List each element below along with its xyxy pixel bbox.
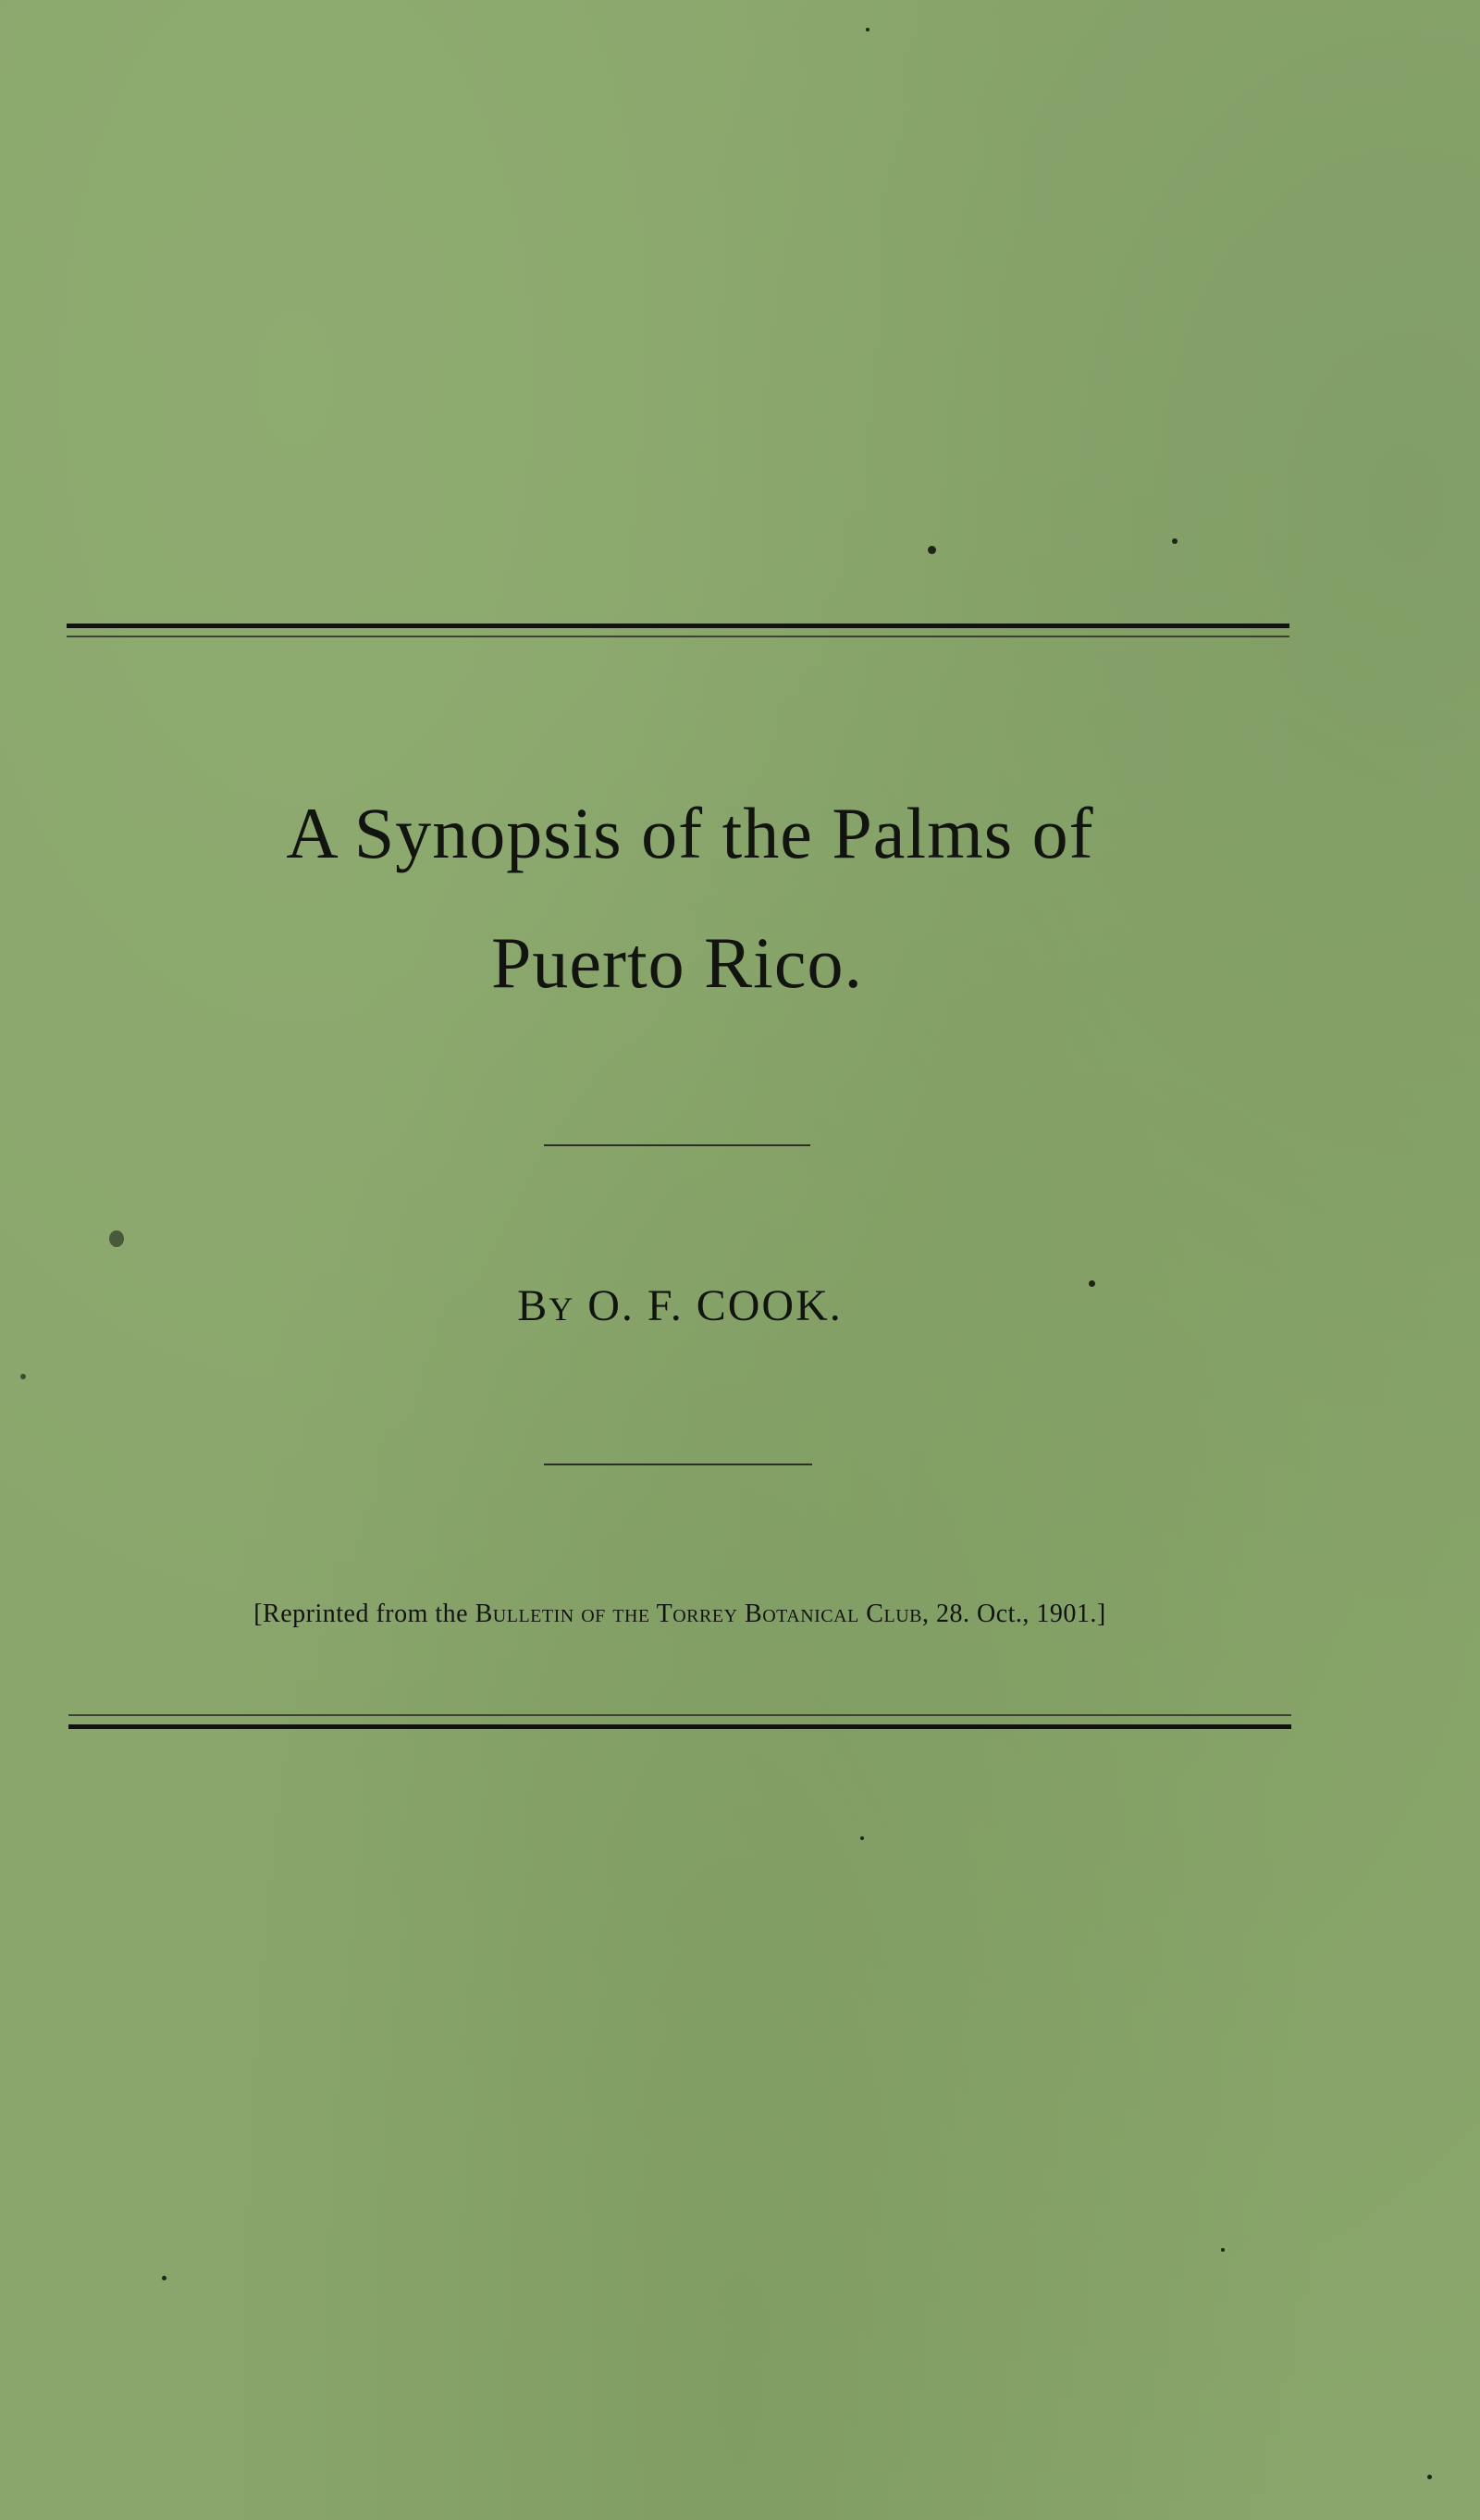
- bottom-rule-thick: [68, 1724, 1291, 1729]
- paper-speck: [928, 546, 936, 554]
- paper-speck: [1221, 2248, 1225, 2252]
- byline-author: O. F. COOK.: [587, 1281, 843, 1330]
- bottom-double-rule: [68, 1714, 1291, 1733]
- reprint-journal: Bulletin of the Torrey Botanical Club: [475, 1600, 922, 1628]
- paper-speck: [1172, 538, 1178, 544]
- title-line-2: Puerto Rico.: [491, 922, 863, 1003]
- reprint-open: [Reprinted from the: [253, 1600, 475, 1628]
- paper-speck: [162, 2276, 166, 2280]
- top-double-rule: [67, 624, 1289, 642]
- paper-speck: [860, 1836, 864, 1840]
- author-byline: [0, 1280, 1360, 1331]
- byline-prefix-first: B: [517, 1281, 549, 1330]
- bottom-rule-thin: [68, 1714, 1291, 1716]
- paper-speck: [109, 1230, 124, 1247]
- reprint-note: [0, 1600, 1360, 1629]
- title-line-1: A Synopsis of the Palms of: [286, 793, 1094, 873]
- paper-speck: [1427, 2475, 1432, 2479]
- paper-speck: [866, 28, 870, 31]
- byline-divider: [544, 1464, 812, 1465]
- title-divider: [544, 1144, 810, 1146]
- reprint-rest: , 28. Oct., 1901.]: [921, 1600, 1106, 1628]
- byline-prefix-rest: Y: [549, 1291, 575, 1328]
- paper-speck: [20, 1374, 26, 1379]
- top-rule-thin: [67, 636, 1289, 637]
- top-rule-thick: [67, 624, 1289, 628]
